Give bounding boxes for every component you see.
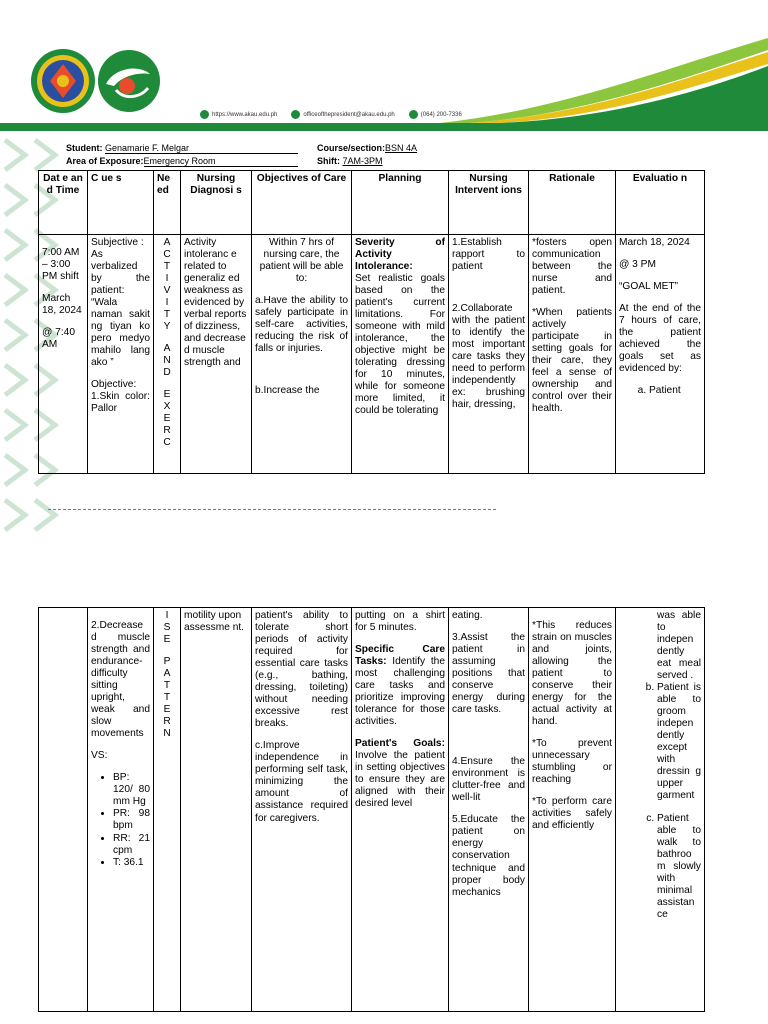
cues-cell xyxy=(88,608,154,1012)
website-contact[interactable]: https://www.akau.edu.ph xyxy=(200,110,277,119)
need-activity: A C T I V I T Y xyxy=(163,237,171,333)
student-name: Genamarie F. Melgar xyxy=(105,143,190,153)
evaluation-status: “GOAL MET” xyxy=(619,281,679,293)
university-seal-icon xyxy=(30,48,165,114)
evaluation-text: At the end of the 7 hours of care, the patient achieved the goals set as evidenced by: xyxy=(619,303,701,375)
intervention-1: 1.Establish rapport to patient xyxy=(452,237,525,273)
rationale-5: *To perform care activities safely and efficiently xyxy=(532,796,612,832)
evaluation-item-c: c. Patient able to walk to bathroo m slowly with minimal assistan ce xyxy=(657,813,701,921)
vital-bp: • BP: 120/ 80 mm Hg xyxy=(113,772,150,808)
date-cell xyxy=(39,235,88,474)
header-date: Dat e an d Time xyxy=(39,171,88,235)
phone-contact: (064) 200-7336 xyxy=(409,110,462,119)
shift-label: Shift: xyxy=(317,156,340,166)
planning-goals-text: Involve the patient in setting objectives to ensure they are aligned with their desired level xyxy=(355,750,445,810)
rationale-cell xyxy=(529,235,616,474)
objectives-cell xyxy=(252,235,352,474)
header-cues: C ue s xyxy=(88,171,154,235)
rationale-cell xyxy=(529,608,616,1012)
intervention-4: 4.Ensure the environment is clutter-free and well-lit xyxy=(452,756,525,804)
intervention-2-cont: eating. xyxy=(452,610,483,621)
vital-rr: • RR: 21 cpm xyxy=(113,833,150,857)
mail-icon xyxy=(291,110,300,119)
objectives-a: a.Have the ability to safely participate in self-care activities, reducing the risk of falls or injuries. xyxy=(255,295,348,355)
evaluation-item-a-cont: was able to indepen dently eat meal served . xyxy=(657,610,701,682)
ncp-table-page-1 xyxy=(38,170,705,474)
header-interventions: Nursing Intervent ions xyxy=(449,171,529,235)
planning-text: Set realistic goals based on the patient's current limitations. For someone with mild intolerance, the objective might be tolerating dressing for 10 minutes, while for someone more limited, it could be tolerating xyxy=(355,273,445,417)
area-line xyxy=(66,156,298,167)
logos xyxy=(30,48,165,119)
need-ise: I S E xyxy=(163,610,171,646)
document-page-2 xyxy=(0,555,768,1024)
need-pattern: P A T T E R N xyxy=(163,656,171,740)
need-and: A N D xyxy=(163,343,171,379)
planning-text-cont: putting on a shirt for 5 minutes. xyxy=(355,610,445,634)
area-label: Area of Exposure: xyxy=(66,156,144,166)
ncp-table-page-2 xyxy=(38,607,705,1012)
header-planning: Planning xyxy=(352,171,449,235)
evaluation-cell xyxy=(616,235,705,474)
date-time: @ 7:40 AM xyxy=(42,327,75,351)
globe-icon xyxy=(200,110,209,119)
planning-specific-text: Identify the most challenging care tasks and prioritize improving tolerance for those activities. xyxy=(355,656,445,728)
evaluation-date: March 18, 2024 xyxy=(619,237,690,248)
need-cell xyxy=(154,235,181,474)
course-label: Course/section: xyxy=(317,143,386,153)
diagnosis-cell xyxy=(181,608,252,1012)
rationale-4: *To prevent unnecessary stumbling or reaching xyxy=(532,738,612,786)
student-line xyxy=(66,143,298,154)
objectives-b: b.Increase the xyxy=(255,385,320,397)
objectives-intro: Within 7 hrs of nursing care, the patient will be able to: xyxy=(259,237,344,285)
subjective-label: Subjective : xyxy=(91,237,144,248)
interventions-cell xyxy=(449,608,529,1012)
evaluation-time: @ 3 PM xyxy=(619,259,656,271)
header-need: Ne ed xyxy=(154,171,181,235)
cues-cell xyxy=(88,235,154,474)
objective-text: 1.Skin color: Pallor xyxy=(91,391,150,415)
header-rationale: Rationale xyxy=(529,171,616,235)
diagnosis-text: motility upon assessme nt. xyxy=(184,610,245,634)
interventions-cell xyxy=(449,235,529,474)
objectives-cell xyxy=(252,608,352,1012)
evaluation-item-a: a. Patient xyxy=(649,385,701,397)
planning-cell xyxy=(352,235,449,474)
diagnosis-text: Activity intoleranc e related to generaliz ed weakness as evidenced by verbal reports of dizziness, and decrease d muscle strength and xyxy=(184,237,247,369)
rationale-1: *fosters open communication between the nurse and patient. xyxy=(532,237,612,297)
need-cell xyxy=(154,608,181,1012)
evaluation-item-b: b. Patient is able to groom indepen dently except with dressin g upper garment xyxy=(657,682,701,802)
header-objectives: Objectives of Care xyxy=(252,171,352,235)
date-cell-empty xyxy=(39,608,88,1012)
intervention-2: 2.Collaborate with the patient to identify the most important care tasks they need to perform independently ex: brushing hair, dressing, xyxy=(452,303,525,411)
intervention-3: 3.Assist the patient in assuming positions that conserve energy during care tasks. xyxy=(452,632,525,716)
table-row xyxy=(39,608,705,1012)
shift-line xyxy=(317,156,383,166)
cues-text: 2.Decrease d muscle strength and endurance- difficulty sitting upright, weak and slow movements xyxy=(91,620,150,740)
header-diagnosis: Nursing Diagnosi s xyxy=(181,171,252,235)
rationale-2: *When patients actively participate in setting goals for their care, they feel a sense of ownership and control over their health. xyxy=(532,307,612,415)
document-page-1 xyxy=(0,30,768,545)
phone-icon xyxy=(409,110,418,119)
vital-pr: • PR: 98 bpm xyxy=(113,808,150,832)
evaluation-list xyxy=(619,385,701,397)
footer-dashed-line xyxy=(48,509,496,510)
table-header-row xyxy=(39,171,705,235)
subjective-text: As verbalized by the patient: “Wala naman sakit ng tiyan ko pero medyo mahilo lang ako ” xyxy=(91,249,150,369)
course-line xyxy=(317,143,417,153)
evaluation-list-cont xyxy=(619,682,701,921)
intervention-5: 5.Educate the patient on energy conservation technique and proper body mechanics xyxy=(452,814,525,898)
course-value: BSN 4A xyxy=(385,143,418,153)
planning-goals-heading: Patient's Goals: xyxy=(355,738,445,750)
page-gap xyxy=(0,545,768,555)
need-exerc: E X E R C xyxy=(163,389,171,449)
objectives-c: c.Improve independence in performing self task, minimizing the amount of assistance required for caregivers. xyxy=(255,740,348,824)
objectives-b-cont: patient's ability to tolerate short periods of activity required for essential care tasks (e.g., bathing, dressing, toileting) without needing excessive rest breaks. xyxy=(255,610,348,730)
objective-label: Objective: xyxy=(91,379,137,391)
shift-value: 7AM-3PM xyxy=(342,156,383,166)
student-label: Student: xyxy=(66,143,103,153)
diagnosis-cell xyxy=(181,235,252,474)
vital-temp: • T: 36.1 xyxy=(113,857,150,869)
evaluation-cell xyxy=(616,608,705,1012)
date-shift: 7:00 AM – 3:00 PM shift xyxy=(42,247,80,283)
email-contact[interactable]: officeofthepresident@akau.edu.ph xyxy=(291,110,394,119)
planning-specific-heading: Specific Care Tasks: xyxy=(355,644,445,668)
area-value: Emergency Room xyxy=(143,156,216,166)
rationale-3: *This reduces strain on muscles and joints, allowing the patient to conserve their energy for the actual activity at hand. xyxy=(532,620,612,728)
planning-heading: Severity of Activity Intolerance: xyxy=(355,237,445,273)
table-row xyxy=(39,235,705,474)
vitals-list xyxy=(93,772,150,868)
date-value: March 18, 2024 xyxy=(42,293,82,317)
contact-bar xyxy=(200,110,462,119)
vs-label: VS: xyxy=(91,750,108,762)
header-evaluation: Evaluatio n xyxy=(616,171,705,235)
planning-cell xyxy=(352,608,449,1012)
